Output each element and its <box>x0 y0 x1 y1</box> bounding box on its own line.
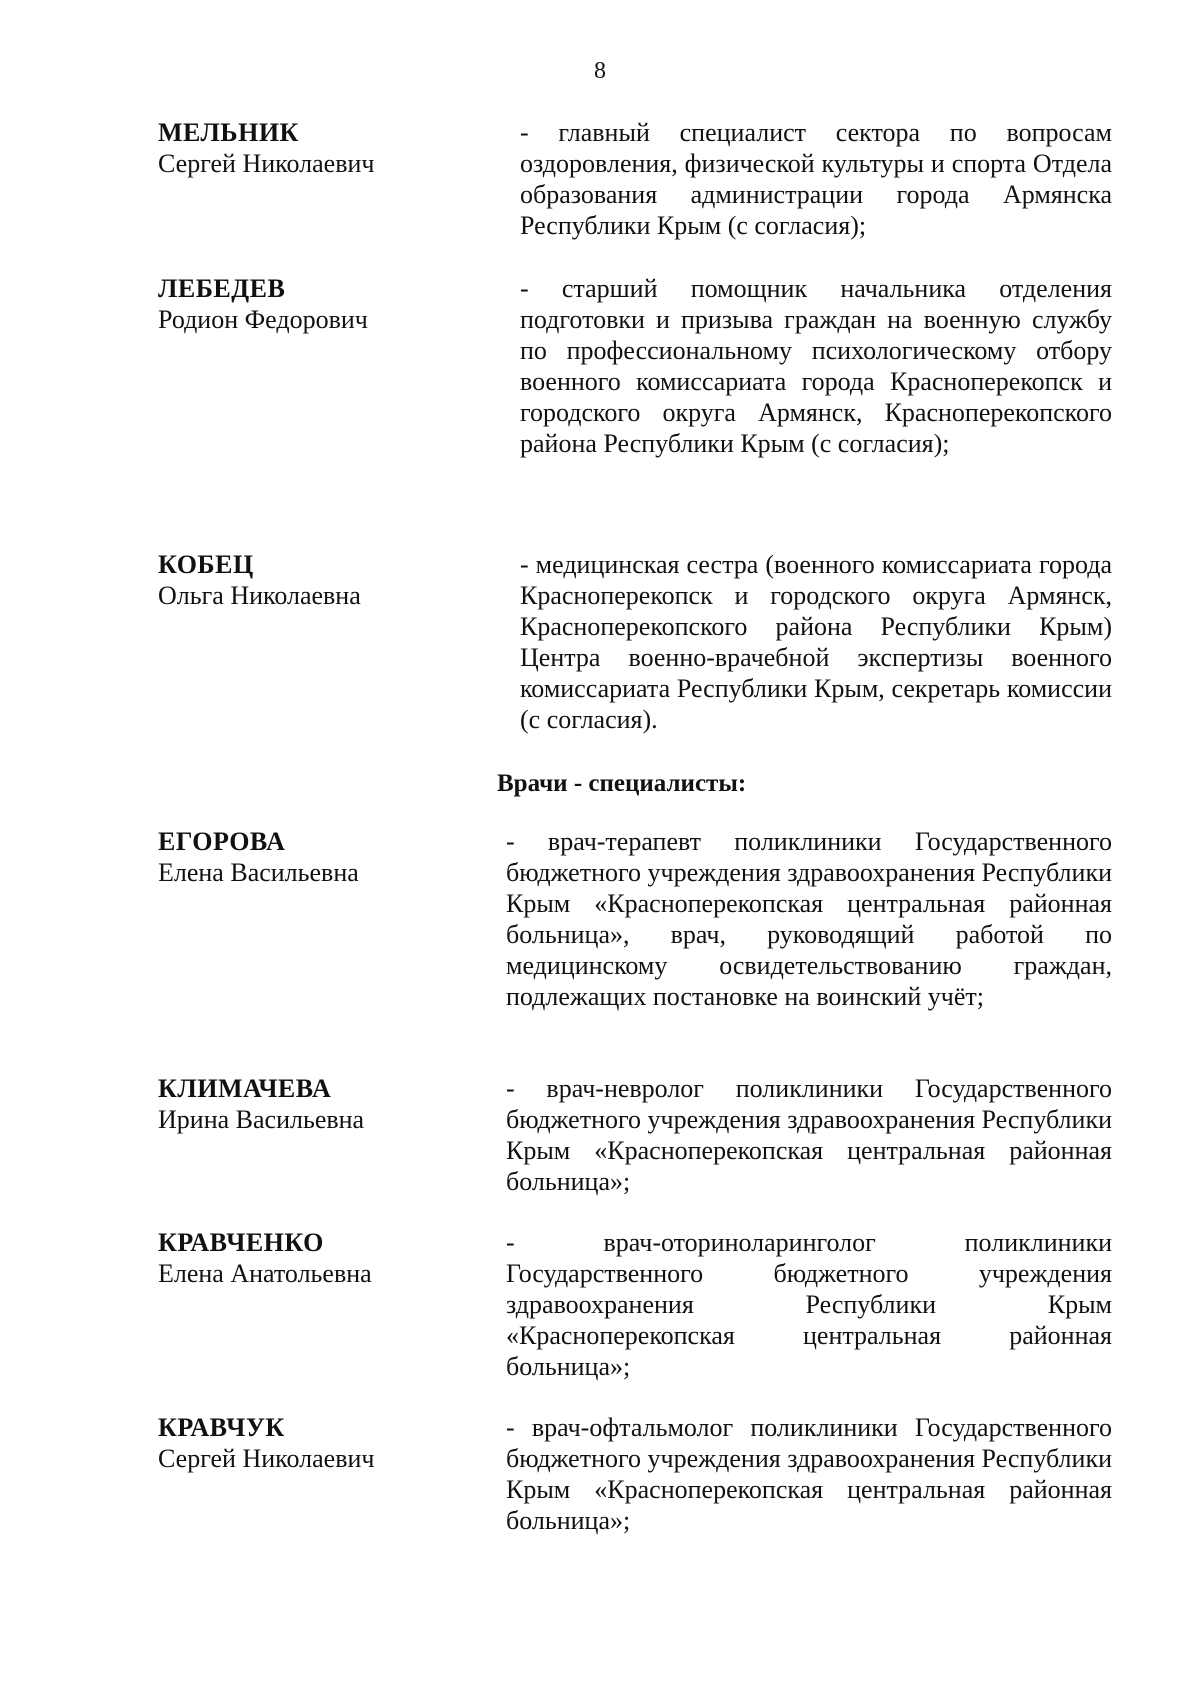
member-given-names: Елена Анатольевна <box>158 1259 372 1288</box>
member-position: - врач-офтальмолог поликлиники Государственного бюджетного учреждения здравоохранения Республики Крым «Красноперекопская центральная районная больница»; <box>506 1413 1112 1535</box>
member-position: - врач-терапевт поликлиники Государственного бюджетного учреждения здравоохранения Республики Крым «Красноперекопская центральная районная больница», врач, руководящий работой по медицинскому освидетельствованию граждан, подлежащих постановке на воинский учёт; <box>506 827 1112 1011</box>
member-position: - старший помощник начальника отделения подготовки и призыва граждан на военную службу по профессиональному психологическому отбору военного комиссариата города Красноперекопск и городского округа Армянск, Красноперекопского района Республики Крым (с согласия); <box>520 274 1112 458</box>
member-position: - главный специалист сектора по вопросам оздоровления, физической культуры и спорта Отдела образования администрации города Армянска Республики Крым (с согласия); <box>520 118 1112 240</box>
member-position: - медицинская сестра (военного комиссариата города Красноперекопск и городского округа Армянск, Красноперекопского района Республики Крым) Центра военно-врачебной экспертизы военного комиссариата Республики Крым, секретарь комиссии (с согласия). <box>520 550 1112 734</box>
member-surname: МЕЛЬНИК <box>158 118 299 147</box>
member-position: - врач-оториноларинголог поликлиники Государственного бюджетного учреждения здравоохранения Республики Крым «Красноперекопская центральная районная больница»; <box>506 1228 1112 1381</box>
page-number: 8 <box>594 58 606 84</box>
member-surname: КРАВЧУК <box>158 1413 285 1442</box>
member-surname: КРАВЧЕНКО <box>158 1228 324 1257</box>
member-name-block <box>158 1073 478 1135</box>
section-heading-doctors: Врачи - специалисты: <box>497 770 747 797</box>
member-position: - врач-невролог поликлиники Государственного бюджетного учреждения здравоохранения Республики Крым «Красноперекопская центральная районная больница»; <box>506 1074 1112 1196</box>
member-given-names: Сергей Николаевич <box>158 1444 375 1473</box>
member-surname: ЛЕБЕДЕВ <box>158 274 286 303</box>
member-given-names: Ольга Николаевна <box>158 581 361 610</box>
member-name-block <box>158 273 478 335</box>
member-surname: ЕГОРОВА <box>158 827 286 856</box>
member-surname: КЛИМАЧЕВА <box>158 1074 332 1103</box>
member-name-block <box>158 1227 478 1289</box>
member-name-block <box>158 117 478 179</box>
member-given-names: Елена Васильевна <box>158 858 359 887</box>
member-surname: КОБЕЦ <box>158 550 254 579</box>
member-given-names: Сергей Николаевич <box>158 149 375 178</box>
member-name-block <box>158 1412 478 1474</box>
member-given-names: Родион Федорович <box>158 305 368 334</box>
member-given-names: Ирина Васильевна <box>158 1105 365 1134</box>
member-name-block <box>158 549 478 611</box>
member-name-block <box>158 826 478 888</box>
